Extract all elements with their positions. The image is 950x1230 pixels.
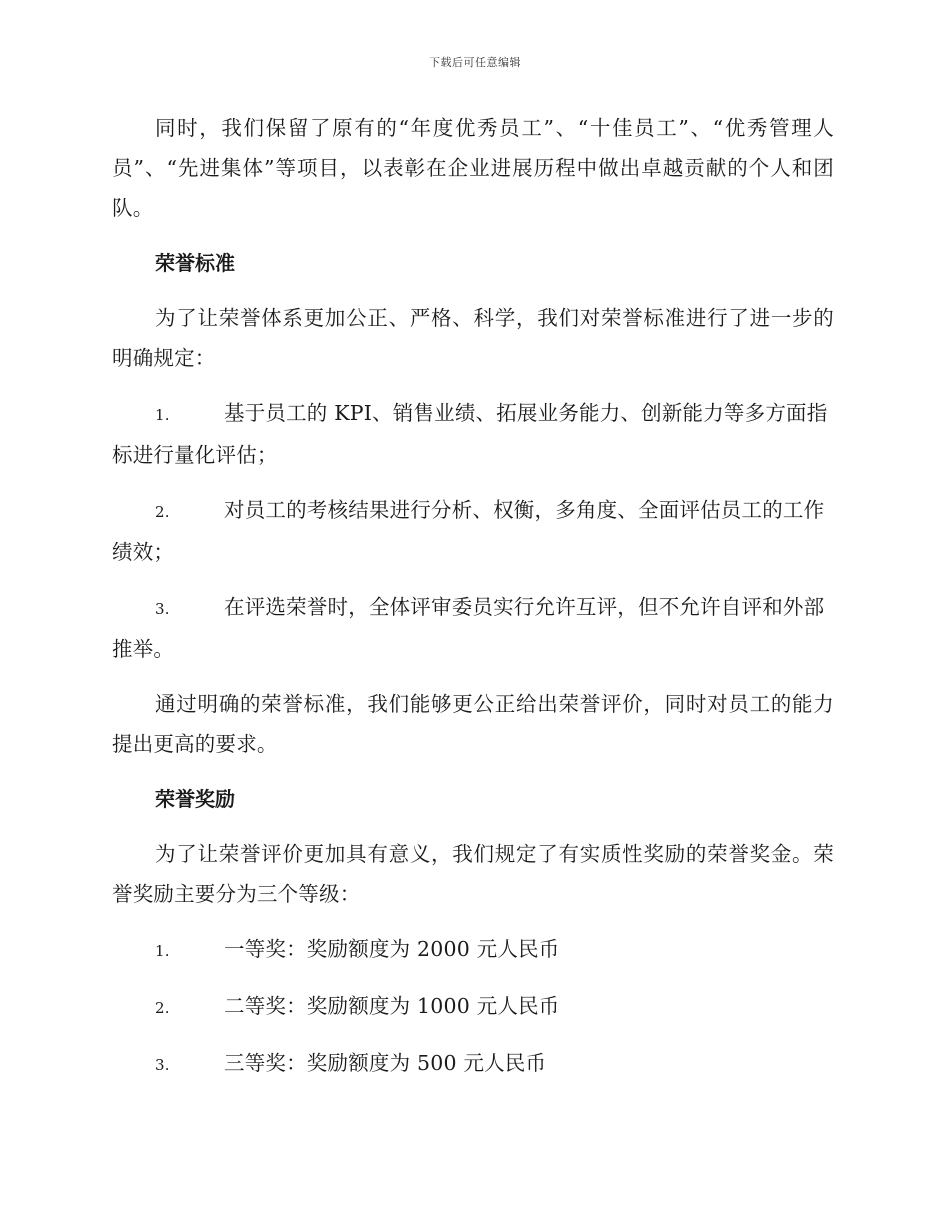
standards-list-item-3	[112, 587, 834, 669]
rewards-list-item-1	[112, 929, 834, 971]
standards-list-item-1	[112, 393, 834, 475]
list-item-text: 二等奖：奖励额度为 1000 元人民币	[224, 994, 560, 1018]
rewards-intro-paragraph: 为了让荣誉评价更加具有意义，我们规定了有实质性奖励的荣誉奖金。荣誉奖励主要分为三个等级：	[112, 842, 834, 906]
list-number: 2.	[155, 999, 170, 1017]
list-item-text: 对员工的考核结果进行分析、权衡，多角度、全面评估员工的工作绩效；	[112, 498, 825, 564]
section-heading-standards: 荣誉标准	[155, 251, 235, 275]
list-item-text: 基于员工的 KPI、销售业绩、拓展业务能力、创新能力等多方面指标进行量化评估；	[112, 401, 828, 467]
section-heading-rewards: 荣誉奖励	[155, 787, 235, 811]
list-item-text: 三等奖：奖励额度为 500 元人民币	[224, 1051, 547, 1075]
standards-conclusion-paragraph: 通过明确的荣誉标准，我们能够更公正给出荣誉评价，同时对员工的能力提出更高的要求。	[112, 692, 834, 756]
standards-intro-paragraph: 为了让荣誉体系更加公正、严格、科学，我们对荣誉标准进行了进一步的明确规定：	[112, 306, 834, 370]
list-item-text: 一等奖：奖励额度为 2000 元人民币	[224, 937, 560, 961]
rewards-list-item-2	[112, 986, 834, 1028]
list-number: 3.	[155, 600, 170, 618]
list-number: 1.	[155, 406, 170, 424]
document-body	[112, 108, 834, 1100]
list-number: 3.	[155, 1056, 170, 1074]
intro-paragraph: 同时，我们保留了原有的“年度优秀员工”、“十佳员工”、“优秀管理人员”、“先进集体”等项目，以表彰在企业进展历程中做出卓越贡献的个人和团队。	[112, 116, 834, 220]
list-number: 2.	[155, 503, 170, 521]
list-item-text: 在评选荣誉时，全体评审委员实行允许互评，但不允许自评和外部推举。	[112, 595, 825, 661]
standards-list-item-2	[112, 490, 834, 572]
rewards-list-item-3	[112, 1043, 834, 1085]
list-number: 1.	[155, 942, 170, 960]
page-header: 下载后可任意编辑	[429, 56, 521, 69]
